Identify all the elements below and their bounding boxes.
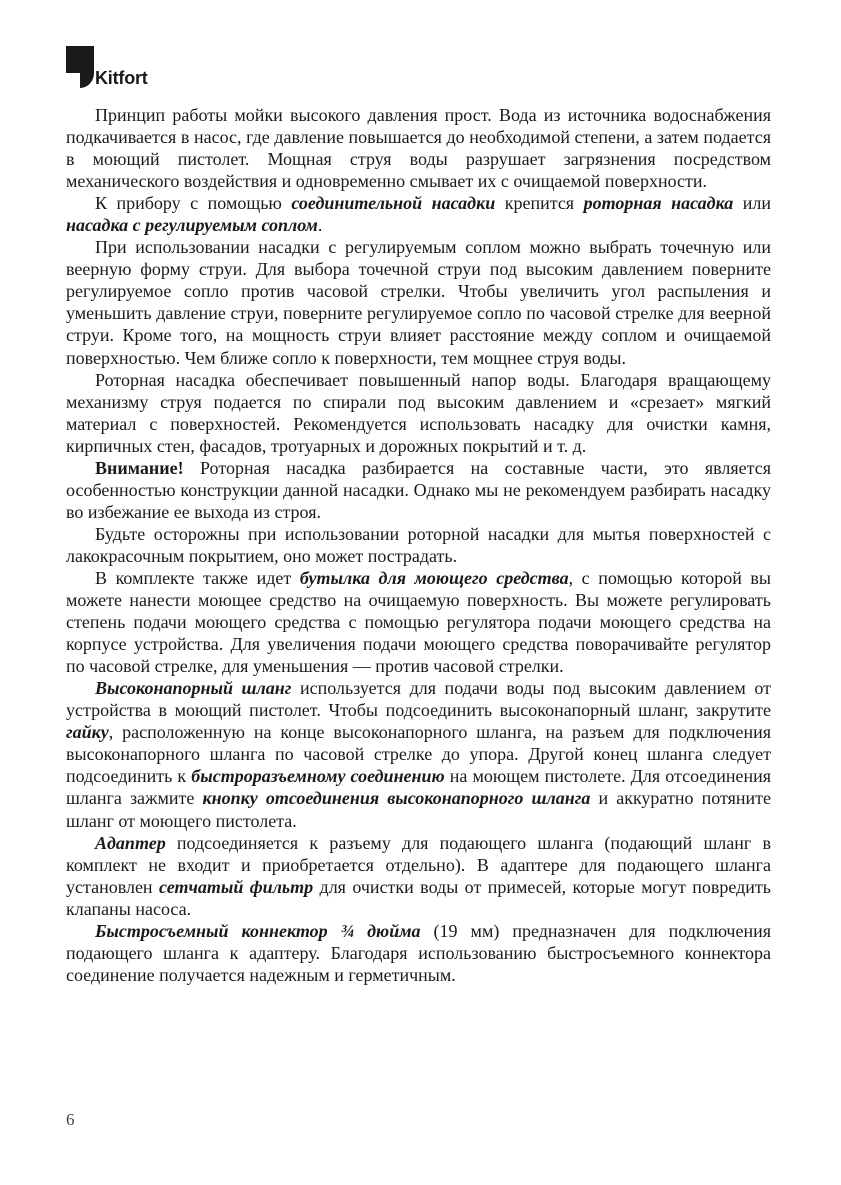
term-quick-connector: быстроразъемному соединению	[191, 766, 445, 787]
paragraph-attachments: К прибору с помощью соединительной насадки крепится роторная насадка или насадка с регулируемым соплом.	[66, 193, 771, 236]
term-release-button: кнопку отсоединения высоконапорного шланга	[202, 788, 591, 809]
term-connecting-nozzle: соединительной насадки	[291, 193, 496, 214]
paragraph-adjustable-nozzle: При использовании насадки с регулируемым соплом можно выбрать точечную или веерную форму струи. Для выбора точечной струи под высоким давлением поверните регулируемое сопло против часовой стрелки. Чтобы увеличить угол распыления и уменьшить давление струи, поверните регулируемое сопло по часовой стрелке для веерной струи. Кроме того, на мощность струи влияет расстояние между соплом и очищаемой поверхностью. Чем ближе сопло к поверхности, тем мощнее струя воды.	[66, 237, 771, 368]
term-adapter: Адаптер	[95, 832, 166, 853]
paragraph-warning: Внимание! Роторная насадка разбирается на составные части, это является особенностью конструкции данной насадки. Однако мы не рекомендуем разбирать насадку во избежание ее выхода из строя.	[66, 457, 771, 522]
paragraph-quick-connector: Быстросъемный коннектор ¾ дюйма (19 мм) предназначен для подключения подающего шланга к адаптеру. Благодаря использованию быстросъемного коннектора соединение получается надежным и герметичным.	[66, 920, 771, 985]
brand-name: Kitfort	[95, 68, 148, 88]
term-high-pressure-hose: Высоконапорный шланг	[95, 678, 292, 699]
paragraph-detergent-bottle: В комплекте также идет бутылка для моющего средства, с помощью которой вы можете нанести моющее средство на очищаемую поверхность. Вы можете регулировать степень подачи моющего средства с помощью регулятора подачи моющего средства на корпусе устройства. Для увеличения подачи моющего средства поворачивайте регулятор по часовой стрелке, для уменьшения — против часовой стрелки.	[66, 567, 772, 677]
page-number: 6	[66, 1110, 75, 1129]
term-mesh-filter: сетчатый фильтр	[158, 876, 314, 897]
document-body	[66, 104, 771, 986]
warning-label: Внимание!	[95, 457, 184, 478]
kitfort-logo-icon	[66, 46, 94, 88]
term-rotary-nozzle: роторная насадка	[583, 193, 734, 214]
paragraph-rotary-nozzle: Роторная насадка обеспечивает повышенный напор воды. Благодаря вращающему механизму струя подается по спирали под высоким давлением и «срезает» мягкий материал с поверхностей. Рекомендуется использовать насадку для очистки камня, кирпичных стен, фасадов, тротуарных и дорожных покрытий и т. д.	[66, 369, 771, 456]
paragraph-principle: Принцип работы мойки высокого давления прост. Вода из источника водоснабжения подкачивается в насос, где давление повышается до необходимой степени, а затем подается в моющий пистолет. Мощная струя воды разрушает загрязнения посредством механического воздействия и одновременно смывает их с очищаемой поверхности.	[66, 105, 771, 192]
term-nut: гайку	[66, 722, 109, 743]
term-detergent-bottle: бутылка для моющего средства	[299, 567, 569, 588]
paragraph-adapter: Адаптер подсоединяется к разъему для подающего шланга (подающий шланг в комплект не входит и приобретается отдельно). В адаптере для подающего шланга установлен сетчатый фильтр для очистки воды от примесей, которые могут повредить клапаны насоса.	[66, 832, 771, 919]
brand-logo	[66, 46, 166, 92]
term-quick-release-connector: Быстросъемный коннектор ¾ дюйма	[95, 920, 421, 941]
term-adjustable-nozzle: насадка с регулируемым соплом	[66, 215, 318, 236]
paragraph-high-pressure-hose: Высоконапорный шланг используется для подачи воды под высоким давлением от устройства в моющий пистолет. Чтобы подсоединить высоконапорный шланг, закрутите гайку, расположенную на конце высоконапорного шланга, на разъем для подключения высоконапорного шланга по часовой стрелке до упора. Другой конец шланга следует подсоединить к быстроразъемному соединению на моющем пистолете. Для отсоединения шланга зажмите кнопку отсоединения высоконапорного шланга и аккуратно потяните шланг от моющего пистолета.	[66, 678, 771, 831]
paragraph-caution: Будьте осторожны при использовании роторной насадки для мытья поверхностей с лакокрасочным покрытием, оно может пострадать.	[66, 523, 771, 566]
